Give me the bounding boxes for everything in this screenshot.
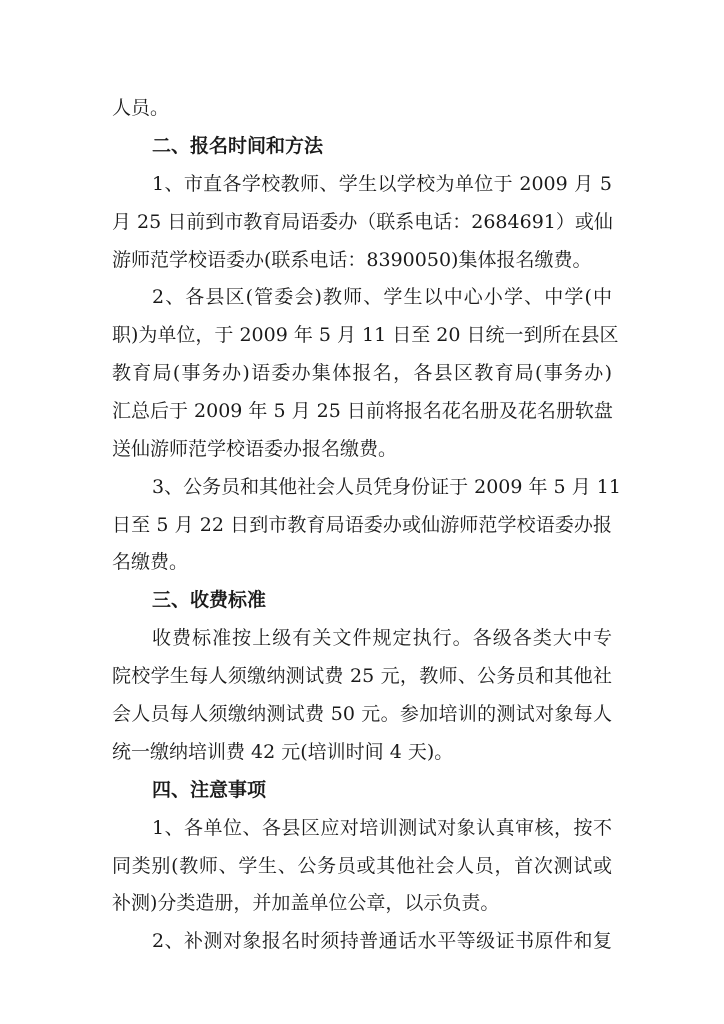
body-line: 1、各单位、各县区应对培训测试对象认真审核，按不	[152, 817, 612, 839]
body-line: 2、补测对象报名时须持普通话水平等级证书原件和复	[152, 930, 612, 952]
body-line: 人员。	[112, 97, 170, 119]
section-heading: 四、注意事项	[152, 779, 267, 801]
section-heading: 二、报名时间和方法	[152, 135, 324, 157]
body-line: 名缴费。	[112, 551, 189, 573]
body-line: 职)为单位，于 2009 年 5 月 11 日至 20 日统一到所在县区	[112, 324, 619, 346]
body-line: 日至 5 月 22 日到市教育局语委办或仙游师范学校语委办报	[112, 514, 612, 536]
body-line: 教育局(事务办)语委办集体报名，各县区教育局(事务办)	[112, 362, 612, 384]
body-line: 收费标准按上级有关文件规定执行。各级各类大中专	[152, 627, 612, 649]
body-line: 游师范学校语委办(联系电话：8390050)集体报名缴费。	[112, 249, 592, 271]
section-heading: 三、收费标准	[152, 589, 267, 611]
body-line: 2、各县区(管委会)教师、学生以中心小学、中学(中	[152, 286, 612, 308]
body-line: 1、市直各学校教师、学生以学校为单位于 2009 月 5	[152, 173, 612, 195]
body-line: 会人员每人须缴纳测试费 50 元。参加培训的测试对象每人	[112, 703, 612, 725]
body-line: 汇总后于 2009 年 5 月 25 日前将报名花名册及花名册软盘	[112, 400, 613, 422]
body-line: 院校学生每人须缴纳测试费 25 元，教师、公务员和其他社	[112, 665, 612, 687]
body-line: 同类别(教师、学生、公务员或其他社会人员，首次测试或	[112, 855, 612, 877]
body-line: 送仙游师范学校语委办报名缴费。	[112, 438, 398, 460]
body-line: 月 25 日前到市教育局语委办（联系电话：2684691）或仙	[112, 211, 613, 233]
body-line: 统一缴纳培训费 42 元(培训时间 4 天)。	[112, 741, 454, 763]
body-line: 3、公务员和其他社会人员凭身份证于 2009 年 5 月 11	[152, 476, 621, 498]
body-line: 补测)分类造册，并加盖单位公章，以示负责。	[112, 892, 500, 914]
